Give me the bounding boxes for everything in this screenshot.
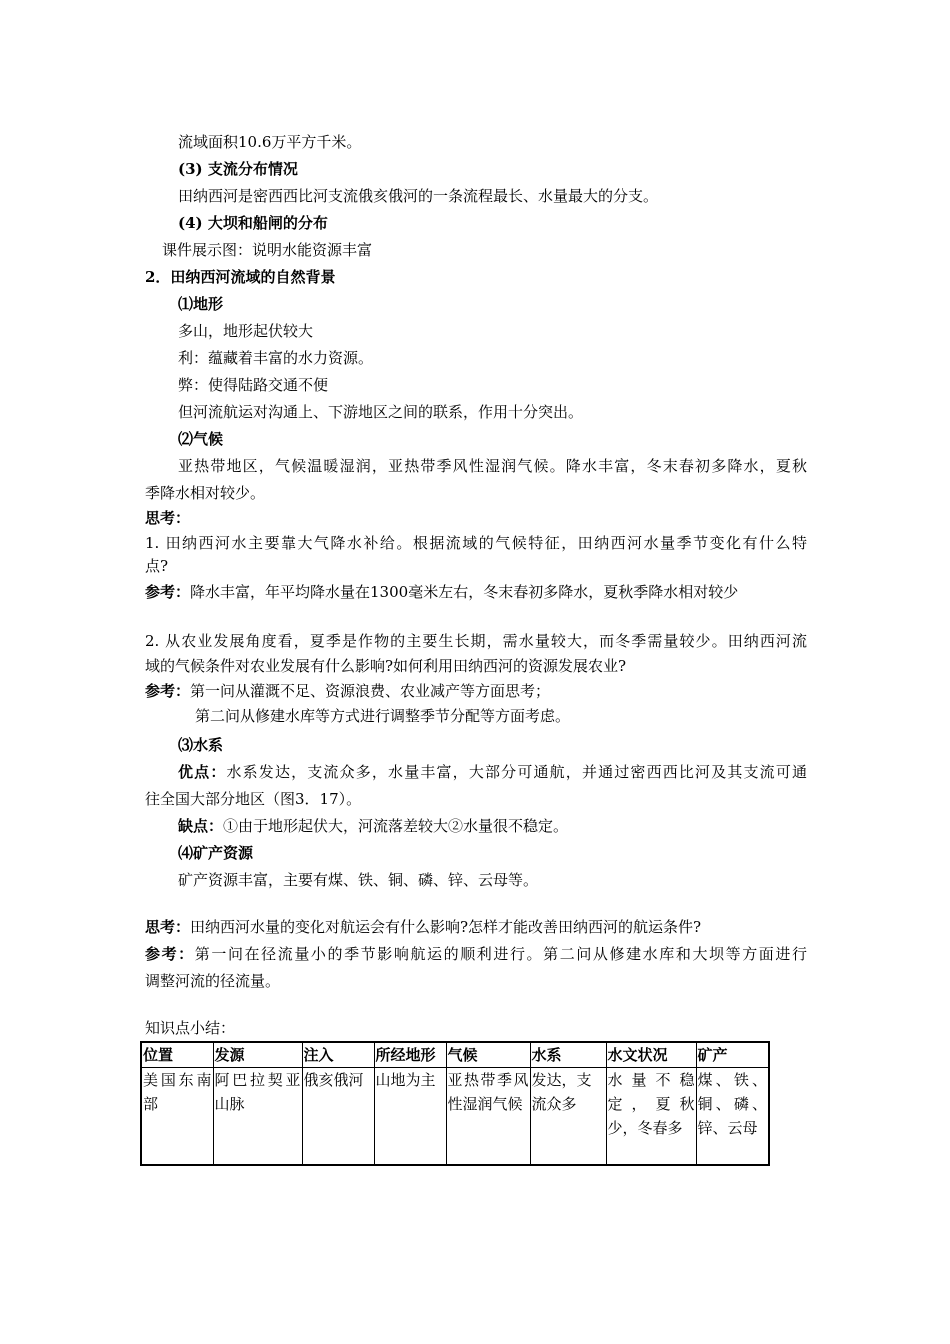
terrain-line-2: 利：蕴藏着丰富的水力资源。 [178,349,374,367]
area-text: 流域面积10.6万平方千米。 [178,133,362,151]
table-header-cell: 注入 [302,1042,374,1068]
table-header-cell: 发源 [213,1042,302,1068]
reference-1 [145,582,738,602]
question-2-line-1: 2. 从农业发展角度看，夏季是作物的主要生长期，需水量较大，而冬季需量较少。田纳西河流 [145,632,807,650]
climate-line-2: 季降水相对较少。 [145,484,266,502]
question-1-line-1: 1. 田纳西河水主要靠大气降水补给。根据流域的气候特征，田纳西河水量季节变化有什么特 [145,534,807,552]
terrain-line-4: 但河流航运对沟通上、下游地区之间的联系，作用十分突出。 [178,403,584,421]
reference-1-text: 降水丰富，年平均降水量在1300毫米左右，冬末春初多降水，夏秋季降水相对较少 [190,583,739,601]
table-header-cell: 矿产 [696,1042,769,1068]
question-1-line-2: 点? [145,557,169,575]
heading-water-system: ⑶水系 [178,736,224,754]
question-2-line-2: 域的气候条件对农业发展有什么影响?如何利用田纳西河的资源发展农业? [145,657,627,675]
reference-3-line-1 [145,944,807,964]
advantage-label: 优点： [178,763,227,781]
heading-climate: ⑵气候 [178,430,224,448]
advantage-text: 水系发达，支流众多，水量丰富，大部分可通航，并通过密西西比河及其支流可通 [226,763,807,781]
reference-2-line-2: 第二问从修建水库等方式进行调整季节分配等方面考虑。 [195,707,571,725]
reference-2 [145,681,550,701]
table-header-cell: 位置 [141,1042,213,1068]
summary-title: 知识点小结： [145,1019,236,1037]
table-row [141,1068,769,1166]
table-header-cell: 所经地形 [374,1042,446,1068]
advantage-line-1 [178,762,807,782]
table-cell: 发达，支流众多 [530,1068,606,1166]
reference-label: 参考： [145,583,191,601]
summary-table [140,1041,770,1166]
disadvantage-text: ①由于地形起伏大，河流落差较大②水量很不稳定。 [223,817,569,835]
heading-minerals: ⑷矿产资源 [178,844,254,862]
think-2-text: 田纳西河水量的变化对航运会有什么影响?怎样才能改善田纳西河的航运条件? [190,918,702,936]
minerals-text: 矿产资源丰富，主要有煤、铁、铜、磷、锌、云母等。 [178,871,539,889]
reference-label: 参考： [145,945,195,963]
advantage-line-2: 往全国大部分地区（图3．17）。 [145,790,362,808]
courseware-text: 课件展示图：说明水能资源丰富 [162,241,373,259]
think-2-line [145,917,701,937]
section-2-title: 2．田纳西河流域的自然背景 [145,268,336,286]
table-header-cell: 气候 [446,1042,530,1068]
reference-2-text: 第一问从灌溉不足、资源浪费、农业减产等方面思考； [190,682,551,700]
disadvantage-line [178,816,568,836]
terrain-line-1: 多山，地形起伏较大 [178,322,314,340]
think-label-1: 思考： [145,509,191,527]
terrain-line-3: 弊：使得陆路交通不便 [178,376,329,394]
heading-tributary: (3) 支流分布情况 [178,160,298,178]
table-cell: 阿巴拉契亚山脉 [213,1068,302,1166]
reference-3-text: 第一问在径流量小的季节影响航运的顺利进行。第二问从修建水库和大坝等方面进行 [194,945,807,963]
table-cell: 水量不稳定，夏秋少，冬春多 [606,1068,696,1166]
think-label-2: 思考： [145,918,191,936]
heading-terrain: ⑴地形 [178,295,224,313]
climate-line-1: 亚热带地区，气候温暖湿润，亚热带季风性湿润气候。降水丰富，冬末春初多降水，夏秋 [178,457,807,475]
table-cell: 美国东南部 [141,1068,213,1166]
table-cell: 煤、铁、铜、磷、锌、云母 [696,1068,769,1166]
table-header-cell: 水文状况 [606,1042,696,1068]
table-header-cell: 水系 [530,1042,606,1068]
disadvantage-label: 缺点： [178,817,224,835]
reference-3-line-2: 调整河流的径流量。 [145,972,281,990]
table-cell: 俄亥俄河 [302,1068,374,1166]
table-cell: 亚热带季风性湿润气候 [446,1068,530,1166]
table-cell: 山地为主 [374,1068,446,1166]
table-header-row [141,1042,769,1068]
reference-label: 参考： [145,682,191,700]
heading-dams: (4) 大坝和船闸的分布 [178,214,328,232]
tributary-text: 田纳西河是密西西比河支流俄亥俄河的一条流程最长、水量最大的分支。 [178,187,659,205]
